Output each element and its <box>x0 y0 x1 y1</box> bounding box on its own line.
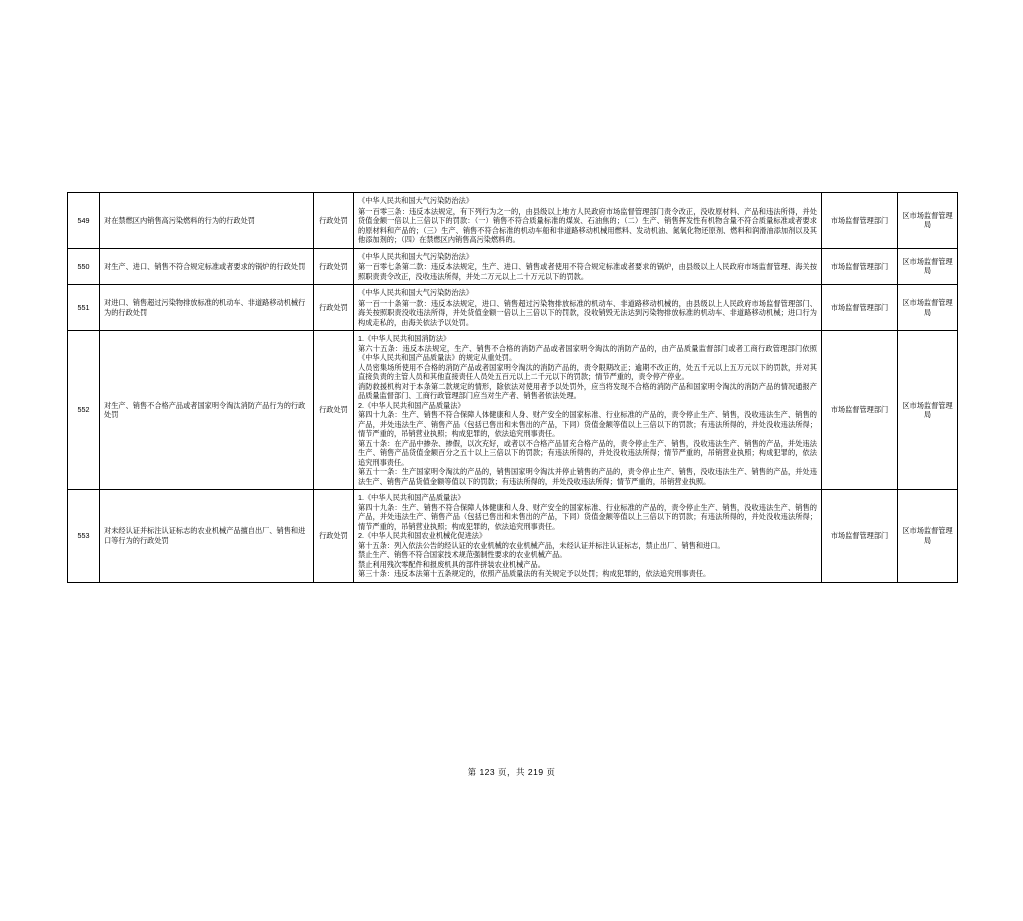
basis-line: 《中华人民共和国大气污染防治法》 <box>358 196 474 205</box>
row-legal-basis <box>354 490 822 583</box>
basis-line: 人员密集场所使用不合格的消防产品或者国家明令淘汰的消防产品的，责令限期改正；逾期不改正的，处五千元以上五万元以下的罚款，并对其直接负责的主管人员和其他直接责任人员处五百元以上二千元以下的罚款；情节严重的，责令停产停业。 <box>358 362 817 381</box>
row-number: 549 <box>68 193 100 249</box>
row-legal-basis <box>354 248 822 285</box>
row-unit: 区市场监督管理局 <box>898 331 958 490</box>
basis-line: 第一百零三条：违反本法规定，有下列行为之一的，由县级以上地方人民政府市场监督管理部门责令改正，没收原材料、产品和违法所得，并处货值金额一倍以上三倍以下的罚款：（一）销售不符合质量标准的煤炭、石油焦的；（二）生产、销售挥发性有机物含量不符合质量标准或者要求的原材料和产品的；（三）生产、销售不符合标准的机动车船和非道路移动机械用燃料、发动机油、氮氧化物还原剂、燃料和润滑油添加剂以及其他添加剂的；（四）在禁燃区内销售高污染燃料的。 <box>358 206 817 244</box>
basis-line: 消防救援机构对于本条第二款规定的情形，除依法对使用者予以处罚外，应当将发现不合格的消防产品和国家明令淘汰的消防产品的情况通报产品质量监督部门、工商行政管理部门应当对生产者、销售者依法处理。 <box>358 381 817 400</box>
basis-line: 第十五条：列入依法公告的经认证的农业机械的农业机械产品，未经认证并标注认证标志，禁止出厂、销售和进口。 <box>358 540 725 550</box>
row-authority: 市场监督管理部门 <box>822 193 898 249</box>
row-authority: 市场监督管理部门 <box>822 490 898 583</box>
table-row <box>68 285 958 331</box>
table-row <box>68 331 958 490</box>
row-type: 行政处罚 <box>314 331 354 490</box>
row-item-name: 对未经认证并标注认证标志的农业机械产品擅自出厂、销售和进口等行为的行政处罚 <box>100 490 314 583</box>
basis-line: 《中华人民共和国大气污染防治法》 <box>358 251 474 261</box>
row-unit: 区市场监督管理局 <box>898 490 958 583</box>
row-authority: 市场监督管理部门 <box>822 285 898 331</box>
basis-line: 1.《中华人民共和国消防法》 <box>358 334 451 343</box>
row-number: 551 <box>68 285 100 331</box>
basis-line: 1.《中华人民共和国产品质量法》 <box>358 493 465 502</box>
basis-line: 2.《中华人民共和国农业机械化促进法》 <box>358 531 487 540</box>
row-item-name: 对在禁燃区内销售高污染燃料的行为的行政处罚 <box>100 193 314 249</box>
basis-line: 第五十条：在产品中掺杂、掺假，以次充好，或者以不合格产品冒充合格产品的，责令停止生产、销售，没收违法生产、销售的产品，并处违法生产、销售产品货值金额百分之五十以上三倍以下的罚款；有违法所得的，并处没收违法所得；情节严重的，吊销营业执照；构成犯罪的，依法追究刑事责任。 <box>358 438 817 467</box>
row-legal-basis <box>354 331 822 490</box>
row-unit: 区市场监督管理局 <box>898 285 958 331</box>
row-item-name: 对进口、销售超过污染物排放标准的机动车、非道路移动机械行为的行政处罚 <box>100 285 314 331</box>
row-type: 行政处罚 <box>314 248 354 285</box>
row-authority: 市场监督管理部门 <box>822 248 898 285</box>
row-legal-basis <box>354 285 822 331</box>
page-footer: 第 123 页，共 219 页 <box>467 767 556 777</box>
row-legal-basis <box>354 193 822 249</box>
row-unit: 区市场监督管理局 <box>898 248 958 285</box>
basis-line: 第一百一十条第一款：违反本法规定，进口、销售超过污染物排放标准的机动车、非道路移动机械的，由县级以上人民政府市场监督管理部门、海关按照职责没收违法所得，并处货值金额一倍以上三倍以下的罚款，没收销毁无法达到污染物排放标准的机动车、非道路移动机械；进口行为构成走私的，由海关依法予以处罚。 <box>358 298 817 327</box>
basis-line: 第一百零七条第二款：违反本法规定，生产、进口、销售或者使用不符合规定标准或者要求的锅炉，由县级以上人民政府市场监督管理、海关按照职责责令改正，没收违法所得，并处二万元以上二十万元以下的罚款。 <box>358 262 817 281</box>
table-row <box>68 490 958 583</box>
basis-line: 《中华人民共和国大气污染防治法》 <box>358 288 474 297</box>
basis-line: 第五十一条：生产国家明令淘汰的产品的，销售国家明令淘汰并停止销售的产品的，责令停止生产、销售，没收违法生产、销售的产品，并处违法生产、销售产品货值金额等值以下的罚款；有违法所得的，并处没收违法所得；情节严重的，吊销营业执照。 <box>358 467 817 486</box>
basis-line: 2.《中华人民共和国产品质量法》 <box>358 400 465 410</box>
row-item-name: 对生产、销售不合格产品或者国家明令淘汰消防产品行为的行政处罚 <box>100 331 314 490</box>
basis-line: 第四十九条：生产、销售不符合保障人体健康和人身、财产安全的国家标准、行业标准的产品的，责令停止生产、销售，没收违法生产、销售的产品，并处违法生产、销售产品（包括已售出和未售出的产品，下同）货值金额等值以上三倍以下的罚款；有违法所得的，并处没收违法所得；情节严重的，吊销营业执照；构成犯罪的，依法追究刑事责任。 <box>358 410 817 438</box>
basis-line: 禁止生产、销售不符合国家技术规范强制性要求的农业机械产品。 <box>358 550 567 559</box>
row-number: 553 <box>68 490 100 583</box>
basis-line: 禁止利用残次零配件和报废机具的部件拼装农业机械产品。 <box>358 559 545 569</box>
row-number: 552 <box>68 331 100 490</box>
table-body <box>68 193 958 583</box>
table-row <box>68 248 958 285</box>
row-item-name: 对生产、进口、销售不符合规定标准或者要求的锅炉的行政处罚 <box>100 248 314 285</box>
row-type: 行政处罚 <box>314 285 354 331</box>
row-unit: 区市场监督管理局 <box>898 193 958 249</box>
row-type: 行政处罚 <box>314 193 354 249</box>
row-number: 550 <box>68 248 100 285</box>
table-row <box>68 193 958 249</box>
basis-line: 第六十五条：违反本法规定，生产、销售不合格的消防产品或者国家明令淘汰的消防产品的，由产品质量监督部门或者工商行政管理部门依照《中华人民共和国产品质量法》的规定从重处罚。 <box>358 343 817 362</box>
basis-line: 第三十条：违反本法第十五条规定的，依照产品质量法的有关规定予以处罚；构成犯罪的，依法追究刑事责任。 <box>358 569 711 578</box>
basis-line: 第四十九条：生产、销售不符合保障人体健康和人身、财产安全的国家标准、行业标准的产品的，责令停止生产、销售，没收违法生产、销售的产品，并处违法生产、销售产品（包括已售出和未售出的产品，下同）货值金额等值以上三倍以下的罚款；有违法所得的，并处没收违法所得；情节严重的，吊销营业执照；构成犯罪的，依法追究刑事责任。 <box>358 502 817 531</box>
regulations-table <box>67 192 958 583</box>
row-type: 行政处罚 <box>314 490 354 583</box>
row-authority: 市场监督管理部门 <box>822 331 898 490</box>
